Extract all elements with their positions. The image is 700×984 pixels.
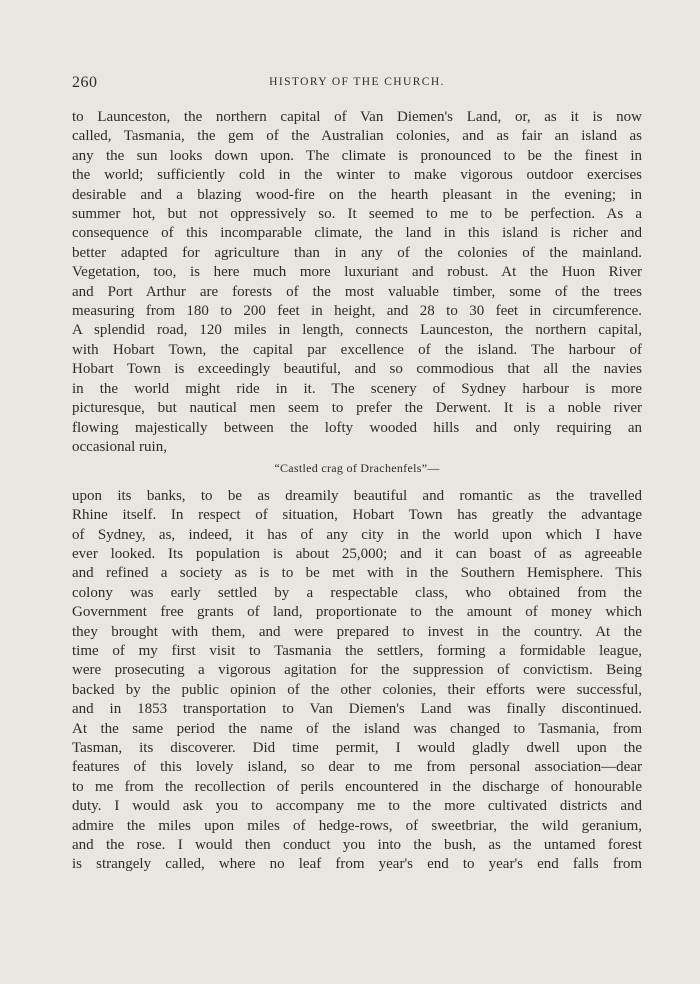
- text-line: colony was early settled by a respectable class, who obtained from the: [72, 584, 642, 601]
- text-line: flowing majestically between the lofty wooded hills and only requiring an: [72, 419, 642, 436]
- text-line: is strangely called, where no leaf from year's end to year's end falls from: [72, 856, 642, 873]
- text-line: backed by the public opinion of the other colonies, their efforts were successful,: [72, 681, 642, 698]
- paragraph-2: [72, 487, 642, 875]
- text-line: and the rose. I would then conduct you into the bush, as the untamed forest: [72, 837, 642, 854]
- text-line: Hobart Town is exceedingly beautiful, and so commodious that all the navies: [72, 361, 642, 378]
- text-line: features of this lovely island, so dear to me from personal association—dear: [72, 759, 642, 776]
- text-line: duty. I would ask you to accompany me to the more cultivated districts and: [72, 798, 642, 815]
- text-line: upon its banks, to be as dreamily beautiful and romantic as the travelled: [72, 487, 642, 504]
- text-line: A splendid road, 120 miles in length, connects Launceston, the northern capital,: [72, 322, 642, 339]
- text-line: and refined a society as is to be met with in the Southern Hemisphere. This: [72, 565, 642, 582]
- text-line: the world; sufficiently cold in the winter to make vigorous outdoor exercises: [72, 167, 642, 184]
- text-line: to me from the recollection of perils encountered in the discharge of honourable: [72, 778, 642, 795]
- quotation: “Castled crag of Drachenfels”—: [274, 461, 440, 476]
- text-line: ever looked. Its population is about 25,000; and it can boast of as agreeable: [72, 545, 642, 562]
- text-line: time of my first visit to Tasmania the settlers, forming a formidable league,: [72, 642, 642, 659]
- text-line: and Port Arthur are forests of the most valuable timber, some of the trees: [72, 283, 642, 300]
- page-number: 260: [72, 74, 98, 91]
- text-line: desirable and a blazing wood-fire on the hearth pleasant in the evening; in: [72, 186, 642, 203]
- text-line: Government free grants of land, proportionate to the amount of money which: [72, 604, 642, 621]
- text-line: measuring from 180 to 200 feet in height, and 28 to 30 feet in circumference.: [72, 303, 642, 320]
- running-title: HISTORY OF THE CHURCH.: [269, 76, 445, 88]
- text-line: consequence of this incomparable climate, the land in this island is richer and: [72, 225, 642, 242]
- text-line: better adapted for agriculture than in any of the colonies of the mainland.: [72, 244, 642, 261]
- text-line: picturesque, but nautical men seem to prefer the Derwent. It is a noble river: [72, 400, 642, 417]
- text-line: occasional ruin,: [72, 438, 167, 455]
- text-line: admire the miles upon miles of hedge-rows, of sweetbriar, the wild geranium,: [72, 817, 642, 834]
- paragraph-1: [72, 108, 642, 457]
- text-line: they brought with them, and were prepared to invest in the country. At the: [72, 623, 642, 640]
- text-line: called, Tasmania, the gem of the Australian colonies, and as fair an island as: [72, 128, 642, 145]
- body-text: [72, 108, 642, 875]
- text-line: summer hot, but not oppressively so. It seemed to me to be perfection. As a: [72, 206, 642, 223]
- text-line: Vegetation, too, is here much more luxuriant and robust. At the Huon River: [72, 264, 642, 281]
- text-line: with Hobart Town, the capital par excellence of the island. The harbour of: [72, 341, 642, 358]
- text-line: and in 1853 transportation to Van Diemen's Land was finally discontinued.: [72, 701, 642, 718]
- page-header: [72, 74, 642, 96]
- text-line: were prosecuting a vigorous agitation for the suppression of convictism. Being: [72, 662, 642, 679]
- text-line: of Sydney, as, indeed, it has of any city in the world upon which I have: [72, 526, 642, 543]
- text-line: to Launceston, the northern capital of Van Diemen's Land, or, as it is now: [72, 109, 642, 125]
- text-line: Tasman, its discoverer. Did time permit, I would gladly dwell upon the: [72, 740, 642, 756]
- text-line: any the sun looks down upon. The climate is pronounced to be the finest in: [72, 147, 642, 164]
- text-line: in the world might ride in it. The scenery of Sydney harbour is more: [72, 380, 642, 397]
- text-line: Rhine itself. In respect of situation, Hobart Town has greatly the advantage: [72, 507, 642, 524]
- text-line: At the same period the name of the island was changed to Tasmania, from: [72, 720, 642, 737]
